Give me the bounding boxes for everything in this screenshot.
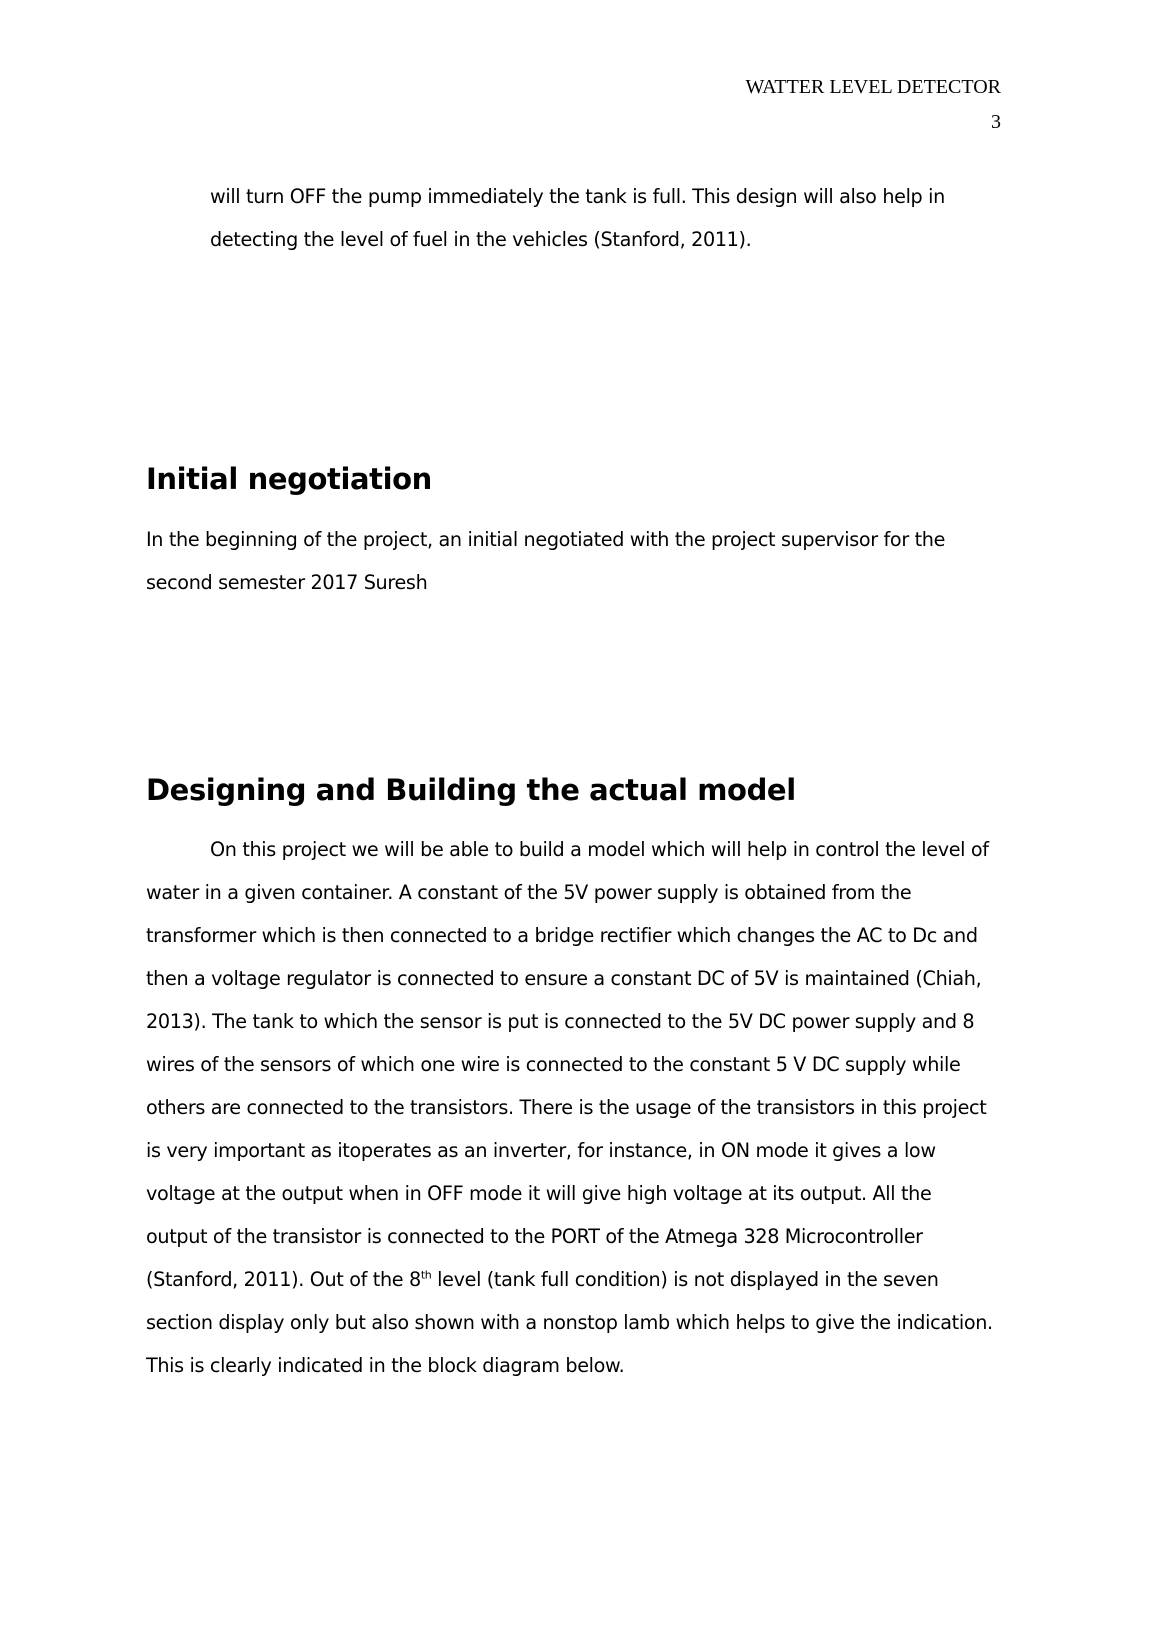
paragraph-line: On this project we will be able to build a model which will help in control the level of: [210, 838, 989, 861]
paragraph-line: will turn OFF the pump immediately the tank is full. This design will also help in: [210, 185, 945, 208]
paragraph-line: transformer which is then connected to a bridge rectifier which changes the AC to Dc and: [146, 924, 978, 947]
paragraph-line: output of the transistor is connected to the PORT of the Atmega 328 Microcontroller: [146, 1225, 923, 1248]
section-heading-initial-negotiation: Initial negotiation: [146, 462, 432, 496]
section-heading-designing-building: Designing and Building the actual model: [146, 773, 796, 807]
line-text-after: level (tank full condition) is not displayed in the seven: [431, 1268, 939, 1291]
paragraph-line: voltage at the output when in OFF mode it will give high voltage at its output. All the: [146, 1182, 932, 1205]
initial-negotiation-paragraph: [146, 518, 1016, 604]
paragraph-line: This is clearly indicated in the block diagram below.: [146, 1354, 625, 1377]
designing-building-paragraph: [146, 828, 1016, 1387]
paragraph-line: 2013). The tank to which the sensor is put is connected to the 5V DC power supply and 8: [146, 1010, 975, 1033]
paragraph-line: then a voltage regulator is connected to ensure a constant DC of 5V is maintained (Chiah,: [146, 967, 982, 990]
page-number: 3: [991, 111, 1001, 133]
paragraph-line: second semester 2017 Suresh: [146, 571, 428, 594]
paragraph-line: others are connected to the transistors. There is the usage of the transistors in this project: [146, 1096, 987, 1119]
running-title: WATTER LEVEL DETECTOR: [745, 76, 1001, 98]
paragraph-line: section display only but also shown with a nonstop lamb which helps to give the indication.: [146, 1311, 993, 1334]
intro-paragraph: [210, 175, 1010, 261]
paragraph-line: water in a given container. A constant of the 5V power supply is obtained from the: [146, 881, 912, 904]
line-text-before: (Stanford, 2011). Out of the 8: [146, 1268, 421, 1291]
page-header: [745, 70, 1001, 140]
paragraph-line: is very important as itoperates as an inverter, for instance, in ON mode it gives a low: [146, 1139, 936, 1162]
paragraph-line-with-superscript: [146, 1258, 1016, 1301]
paragraph-line: wires of the sensors of which one wire is connected to the constant 5 V DC supply while: [146, 1053, 961, 1076]
paragraph-line: detecting the level of fuel in the vehicles (Stanford, 2011).: [210, 228, 752, 251]
paragraph-line: In the beginning of the project, an initial negotiated with the project supervisor for the: [146, 528, 946, 551]
superscript: th: [420, 1268, 432, 1282]
